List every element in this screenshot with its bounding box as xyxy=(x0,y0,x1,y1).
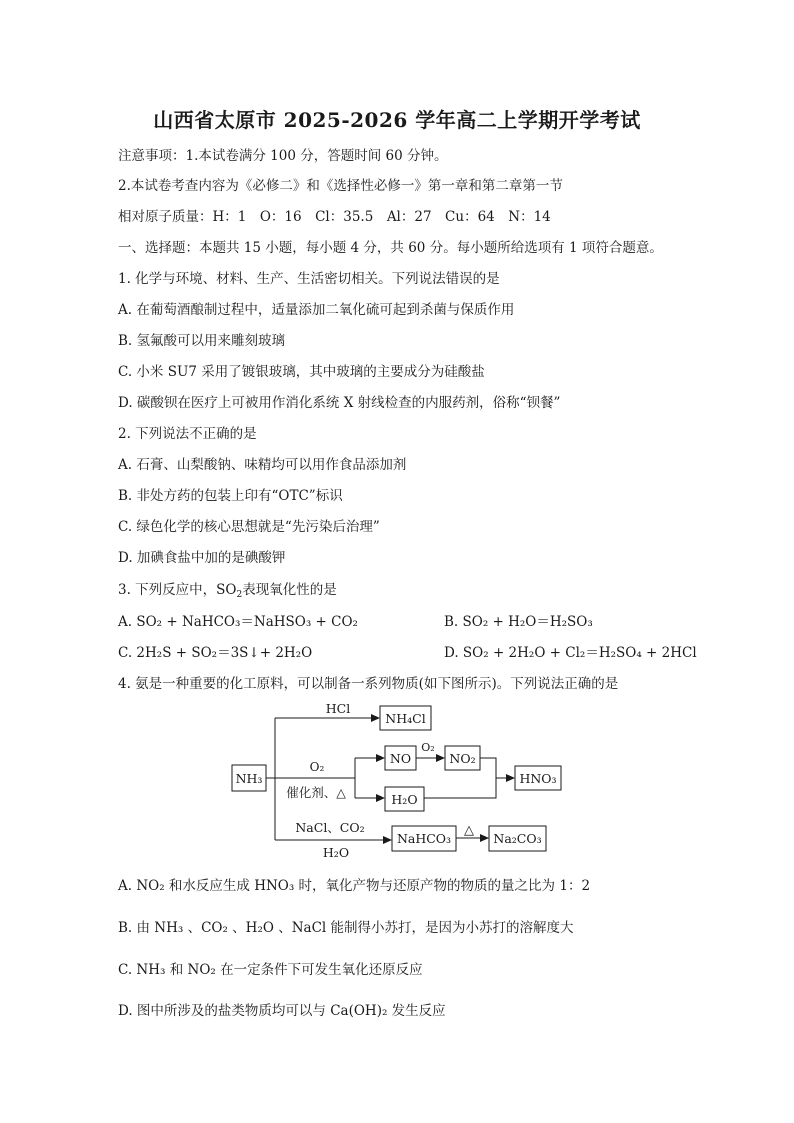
question-3-option-a: A. SO₂ + NaHCO₃＝NaHSO₃ + CO₂ xyxy=(118,614,358,630)
question-4-stem: 4. 氨是一种重要的化工原料，可以制备一系列物质(如下图所示)。下列说法正确的是 xyxy=(118,676,619,692)
question-1-option-b: B. 氢氟酸可以用来雕刻玻璃 xyxy=(118,333,286,349)
question-4-option-c: C. NH₃ 和 NO₂ 在一定条件下可发生氧化还原反应 xyxy=(118,962,423,978)
question-2-option-c: C. 绿色化学的核心思想就是“先污染后治理” xyxy=(118,519,380,535)
question-4-option-a: A. NO₂ 和水反应生成 HNO₃ 时，氧化产物与还原产物的物质的量之比为 1：2 xyxy=(118,878,591,894)
question-2-stem: 2. 下列说法不正确的是 xyxy=(118,426,257,442)
question-3-stem-subscript: 2 xyxy=(236,590,243,600)
arrowhead-to-hno3 xyxy=(506,774,515,782)
nh4cl-label: NH₄Cl xyxy=(385,711,426,726)
question-3-stem-part-b: 表现氧化性的是 xyxy=(242,582,337,598)
question-3-option-d: D. SO₂ + 2H₂O + Cl₂＝H₂SO₄ + 2HCl xyxy=(444,645,697,661)
arrowhead-to-no2 xyxy=(436,754,445,762)
question-3-stem-part-a: 3. 下列反应中，SO xyxy=(118,582,237,598)
no-label: NO xyxy=(389,751,412,766)
arrowhead-to-no xyxy=(376,754,385,762)
arrowhead-to-h2o xyxy=(376,794,385,802)
arrowhead-to-nahco3 xyxy=(383,836,392,844)
question-3-option-b: B. SO₂ + H₂O＝H₂SO₃ xyxy=(444,614,593,630)
atomic-mass-line: 相对原子质量：H：1 O：16 Cl：35.5 Al：27 Cu：64 N：14 xyxy=(118,209,551,225)
question-2-option-b: B. 非处方药的包装上印有“OTC”标识 xyxy=(118,488,343,504)
question-1-option-d: D. 碳酸钡在医疗上可被用作消化系统 X 射线检查的内服药剂，俗称“钡餐” xyxy=(118,395,561,411)
arrowhead-to-nh4cl xyxy=(371,714,380,722)
question-1-stem: 1. 化学与环境、材料、生产、生活密切相关。下列说法错误的是 xyxy=(118,271,500,287)
question-1-option-a: A. 在葡萄酒酿制过程中，适量添加二氧化硫可起到杀菌与保质作用 xyxy=(118,302,515,318)
question-2-option-d: D. 加碘食盐中加的是碘酸钾 xyxy=(118,550,286,566)
note-line-2: 2.本试卷考查内容为《必修二》和《选择性必修一》第一章和第二章第一节 xyxy=(118,178,563,194)
question-3-option-c: C. 2H₂S + SO₂＝3S↓+ 2H₂O xyxy=(118,645,313,661)
no2-label: NO₂ xyxy=(449,751,476,766)
catalyst-label: 催化剂、△ xyxy=(286,785,346,800)
question-4-option-b: B. 由 NH₃ 、CO₂ 、H₂O 、NaCl 能制得小苏打，是因为小苏打的溶解度大 xyxy=(118,920,574,936)
hno3-label: HNO₃ xyxy=(519,771,557,786)
na2co3-label: Na₂CO₃ xyxy=(493,831,542,846)
o2-label: O₂ xyxy=(309,760,325,774)
note-line-1: 注意事项：1.本试卷满分 100 分，答题时间 60 分钟。 xyxy=(118,148,448,164)
page-title: 山西省太原市 2025-2026 学年高二上学期开学考试 xyxy=(153,108,641,132)
nh3-label: NH₃ xyxy=(235,771,263,786)
hcl-label: HCl xyxy=(325,701,351,716)
question-2-option-a: A. 石膏、山梨酸钠、味精均可以用作食品添加剂 xyxy=(118,457,407,473)
question-4-option-d: D. 图中所涉及的盐类物质均可以与 Ca(OH)₂ 发生反应 xyxy=(118,1003,446,1019)
question-1-option-c: C. 小米 SU7 采用了镀银玻璃，其中玻璃的主要成分为硅酸盐 xyxy=(118,364,485,380)
h2o-box-label: H₂O xyxy=(391,792,418,807)
arrowhead-to-na2co3 xyxy=(480,834,489,842)
nahco3-label: NaHCO₃ xyxy=(396,831,452,846)
nacl-co2-label: NaCl、CO₂ xyxy=(295,820,365,835)
h2o-condition-label: H₂O xyxy=(322,845,350,860)
section-heading: 一、选择题：本题共 15 小题，每小题 4 分，共 60 分。每小题所给选项有 1 项符合题意。 xyxy=(118,240,663,256)
o2-second-label: O₂ xyxy=(421,741,435,754)
heat-label: △ xyxy=(464,823,474,838)
